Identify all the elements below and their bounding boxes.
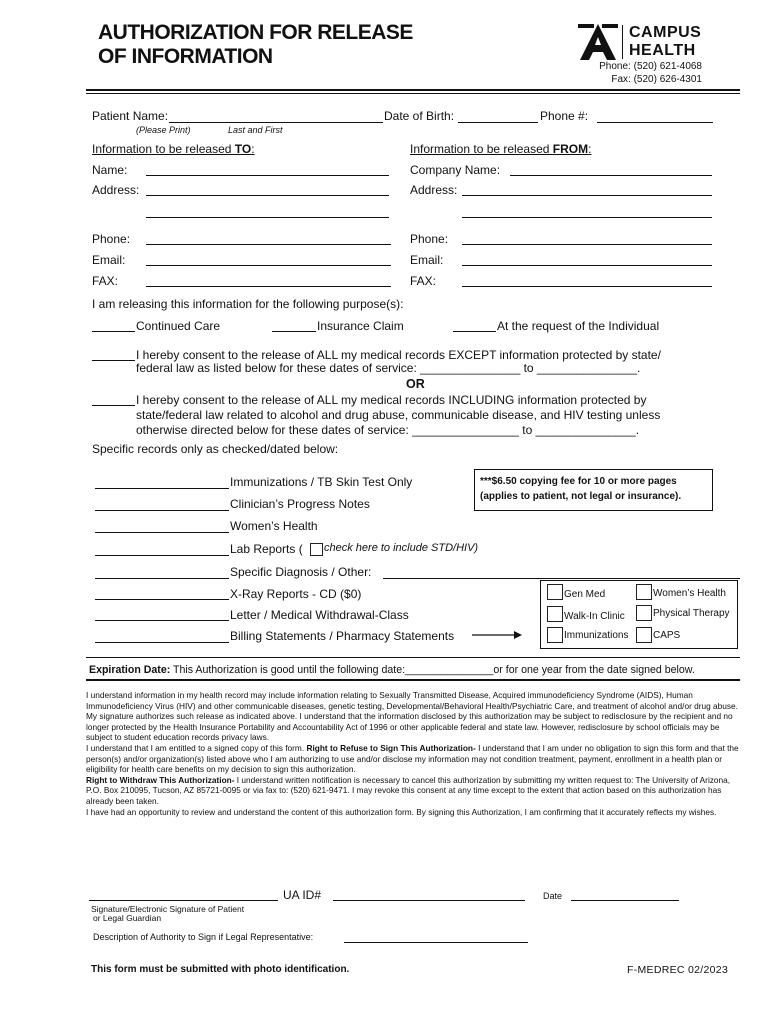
patient-phone-label: Phone #: — [540, 109, 589, 123]
record-immunizations: Immunizations / TB Skin Test Only — [230, 475, 413, 489]
ua-id-label: UA ID# — [283, 888, 322, 902]
to-fax-field[interactable] — [146, 286, 391, 287]
record-diagnosis: Specific Diagnosis / Other: — [230, 565, 372, 579]
header-rule-bottom — [86, 93, 740, 94]
from-email-label: Email: — [410, 253, 444, 267]
expiration-text: Expiration Date: This Authorization is good until the following date:_______________or for one year from the date signed below. — [89, 664, 695, 676]
header-rule-top — [86, 89, 740, 91]
womens-health-dept-label: Women’s Health — [653, 588, 726, 599]
please-print-note: (Please Print) — [136, 125, 191, 135]
header-fax: Fax: (520) 626-4301 — [611, 74, 702, 85]
footer-note: This form must be submitted with photo identification. — [91, 964, 350, 975]
expiration-rule-top — [86, 657, 740, 658]
from-company-label: Company Name: — [410, 163, 501, 177]
last-first-note: Last and First — [228, 125, 283, 135]
immunizations-dept-checkbox[interactable] — [547, 627, 563, 643]
to-section-heading: Information to be released TO: — [92, 142, 255, 156]
signature-caption-line1: Signature/Electronic Signature of Patient — [91, 904, 245, 914]
std-hiv-note: check here to include STD/HIV) — [324, 542, 479, 554]
form-id: F-MEDREC 02/2023 — [627, 964, 729, 976]
authority-field[interactable] — [344, 942, 528, 943]
individual-request-blank[interactable] — [453, 331, 496, 332]
individual-request-option: At the request of the Individual — [497, 319, 660, 333]
record-womens-health: Women’s Health — [230, 519, 318, 533]
to-fax-label: FAX: — [92, 274, 119, 288]
expiration-rule-bottom — [86, 679, 740, 681]
record-progress-notes: Clinician’s Progress Notes — [230, 497, 370, 511]
letter-blank[interactable] — [95, 620, 229, 621]
from-address-field[interactable] — [462, 195, 712, 196]
form-title-line1: AUTHORIZATION FOR RELEASE — [98, 21, 413, 44]
consent-including-line1: I hereby consent to the release of ALL my medical records INCLUDING information protected by — [136, 393, 647, 407]
date-label: Date — [543, 891, 563, 901]
to-address-field[interactable] — [146, 195, 389, 196]
consent-including-blank[interactable] — [92, 405, 135, 406]
consent-except-blank[interactable] — [92, 360, 135, 361]
from-phone-label: Phone: — [410, 232, 449, 246]
walk-in-checkbox[interactable] — [547, 606, 563, 622]
header-phone: Phone: (520) 621-4068 — [599, 61, 702, 72]
from-company-field[interactable] — [510, 175, 712, 176]
logo-divider — [622, 25, 623, 59]
purpose-label: I am releasing this information for the following purpose(s): — [92, 297, 404, 311]
dob-label: Date of Birth: — [384, 109, 455, 123]
from-phone-field[interactable] — [462, 244, 712, 245]
legal-text — [86, 690, 746, 817]
patient-name-label: Patient Name: — [92, 109, 169, 123]
signature-caption-line2: or Legal Guardian — [93, 913, 162, 923]
logo-campus-text: CAMPUS — [629, 24, 702, 41]
from-section-heading: Information to be released FROM: — [410, 142, 592, 156]
from-address-field-2[interactable] — [462, 217, 712, 218]
physical-therapy-checkbox[interactable] — [636, 605, 652, 621]
authority-label: Description of Authority to Sign if Legal Representative: — [93, 932, 314, 942]
from-fax-field[interactable] — [462, 286, 712, 287]
fee-line2: (applies to patient, not legal or insurance). — [480, 491, 682, 502]
legal-paragraph-4: I have had an opportunity to review and understand the content of this authorization form. By signing this Authorization, I am confirming that it accurately reflects my wishes. — [86, 806, 717, 817]
signature-field[interactable] — [89, 900, 278, 901]
from-fax-label: FAX: — [410, 274, 437, 288]
walk-in-label: Walk-In Clinic — [564, 611, 625, 622]
consent-including-line2: state/federal law related to alcohol and drug abuse, communicable disease, and HIV testing unless — [136, 408, 661, 422]
caps-label: CAPS — [653, 630, 681, 641]
logo-health-text: HEALTH — [629, 42, 696, 59]
form-title-line2: OF INFORMATION — [98, 45, 273, 68]
consent-except-line2: federal law as listed below for these dates of service: _______________ to _______________. — [136, 361, 641, 375]
from-email-field[interactable] — [462, 265, 712, 266]
caps-checkbox[interactable] — [636, 627, 652, 643]
womens-health-checkbox[interactable] — [636, 584, 652, 600]
legal-paragraph-1: I understand information in my health record may include information relating to Sexually Transmitted Disease, Acquired immunodeficiency Syndrome (AIDS), Human Immunodeficiency Virus (HIV) and other communicable diseases, genetic testing, Developmental/Behavioral Health/Psychiatric Care, and treatment of alcohol and/or drug abuse. My signature authorizes such release as indicated above. I understand that the information disclosed by this authorization may be subject to redisclosure by the recipient and no longer protected by the Health Insurance Portability and Accountability Act of 1996 or other applicable federal and state law. However, redisclosure by school officials may be subject to student education records privacy laws. — [86, 690, 738, 743]
date-field[interactable] — [571, 900, 679, 901]
insurance-claim-blank[interactable] — [272, 331, 316, 332]
record-billing: Billing Statements / Pharmacy Statements — [230, 629, 455, 643]
fee-line1: ***$6.50 copying fee for 10 or more pages — [480, 476, 677, 487]
legal-paragraph-3: Right to Withdraw This Authorization- I understand written notification is necessary to cancel this authorization by submitting my written request to: The University of Arizona, P.O. Box 210095, Tucson, AZ 85721-0095 or via fax to: (520) 621-9471. I may revoke this consent at any time except to the extent that action based on this authorization has already been taken. — [86, 774, 731, 806]
university-a-logo — [576, 22, 620, 62]
womens-health-blank[interactable] — [95, 532, 229, 533]
specific-records-label: Specific records only as checked/dated below: — [92, 442, 339, 456]
continued-care-blank[interactable] — [92, 331, 135, 332]
diagnosis-blank[interactable] — [95, 578, 229, 579]
lab-reports-blank[interactable] — [95, 555, 229, 556]
consent-including-line3: otherwise directed below for these dates of service: ________________ to _______________. — [136, 423, 640, 437]
record-xray: X-Ray Reports - CD ($0) — [230, 587, 362, 601]
to-name-label: Name: — [92, 163, 128, 177]
ua-id-field[interactable] — [333, 900, 525, 901]
gen-med-label: Gen Med — [564, 589, 606, 600]
to-address-field-2[interactable] — [146, 217, 389, 218]
immunizations-blank[interactable] — [95, 488, 229, 489]
to-address-label: Address: — [92, 183, 140, 197]
to-phone-label: Phone: — [92, 232, 131, 246]
diagnosis-field[interactable] — [383, 578, 740, 579]
gen-med-checkbox[interactable] — [547, 584, 563, 600]
physical-therapy-label: Physical Therapy — [653, 608, 730, 619]
consent-except-line1: I hereby consent to the release of ALL my medical records EXCEPT information protected by state/ — [136, 348, 661, 362]
progress-notes-blank[interactable] — [95, 510, 229, 511]
arrow-right-icon — [472, 628, 524, 642]
to-phone-field[interactable] — [146, 244, 391, 245]
legal-paragraph-2: I understand that I am entitled to a signed copy of this form. Right to Refuse to Sign This Authorization- I understand that I am under no obligation to sign this form and that the person(s) and/or organization(s) listed above who I am authorizing to use and/or disclose my information may not condition treatment, payment, enrollment in a health plan or eligibility for health care benefits on my decision to sign this authorization. — [86, 742, 739, 775]
dob-field[interactable] — [458, 122, 538, 123]
record-letter: Letter / Medical Withdrawal-Class — [230, 608, 409, 622]
to-email-field[interactable] — [146, 265, 391, 266]
billing-blank[interactable] — [95, 642, 229, 643]
continued-care-option: Continued Care — [136, 319, 221, 333]
to-email-label: Email: — [92, 253, 126, 267]
from-address-label: Address: — [410, 183, 458, 197]
consent-or-text: OR — [406, 377, 425, 391]
patient-name-field[interactable] — [169, 122, 383, 123]
std-hiv-checkbox[interactable] — [310, 543, 323, 556]
insurance-claim-option: Insurance Claim — [317, 319, 404, 333]
fee-box — [474, 469, 713, 511]
to-name-field[interactable] — [146, 175, 389, 176]
patient-phone-field[interactable] — [597, 122, 713, 123]
xray-blank[interactable] — [95, 599, 229, 600]
immunizations-dept-label: Immunizations — [564, 630, 629, 641]
record-lab-reports: Lab Reports ( — [230, 542, 303, 556]
